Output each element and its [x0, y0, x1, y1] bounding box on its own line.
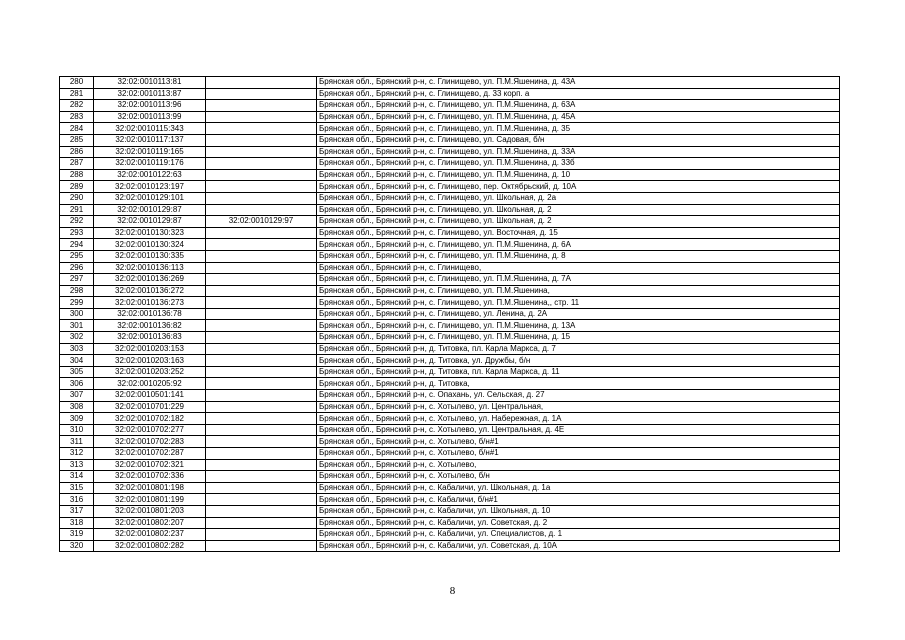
row-number-cell: 314: [60, 471, 94, 483]
cadastral-number-cell: 32:02:0010205:92: [94, 378, 206, 390]
table-row: [60, 424, 840, 436]
table-row: [60, 448, 840, 460]
address-cell: Брянская обл., Брянский р-н, с. Хотылево, б/н#1: [317, 448, 840, 460]
row-number-cell: 317: [60, 505, 94, 517]
related-cadastral-number-cell: [206, 297, 317, 309]
row-number-cell: 294: [60, 239, 94, 251]
related-cadastral-number-cell: [206, 529, 317, 541]
related-cadastral-number-cell: [206, 401, 317, 413]
related-cadastral-number-cell: [206, 181, 317, 193]
related-cadastral-number-cell: [206, 413, 317, 425]
table-row: [60, 471, 840, 483]
cadastral-number-cell: 32:02:0010129:101: [94, 192, 206, 204]
address-cell: Брянская обл., Брянский р-н, д. Титовка, пл. Карла Маркса, д. 7: [317, 343, 840, 355]
table-row: [60, 285, 840, 297]
row-number-cell: 280: [60, 77, 94, 89]
table-row: [60, 250, 840, 262]
table-row: [60, 308, 840, 320]
related-cadastral-number-cell: [206, 378, 317, 390]
address-cell: Брянская обл., Брянский р-н, с. Хотылево, ул. Набережная, д. 1А: [317, 413, 840, 425]
row-number-cell: 284: [60, 123, 94, 135]
table-row: [60, 390, 840, 402]
table-row: [60, 111, 840, 123]
address-cell: Брянская обл., Брянский р-н, с. Хотылево,: [317, 459, 840, 471]
table-row: [60, 169, 840, 181]
address-cell: Брянская обл., Брянский р-н, с. Глинищево, ул. Школьная, д. 2а: [317, 192, 840, 204]
address-cell: Брянская обл., Брянский р-н, с. Глинищево, ул. Школьная, д. 2: [317, 216, 840, 228]
row-number-cell: 310: [60, 424, 94, 436]
address-cell: Брянская обл., Брянский р-н, с. Глинищево, ул. Садовая, б/н: [317, 134, 840, 146]
cadastral-number-cell: 32:02:0010130:323: [94, 227, 206, 239]
related-cadastral-number-cell: [206, 239, 317, 251]
table-row: [60, 192, 840, 204]
address-cell: Брянская обл., Брянский р-н, с. Глинищево, ул. П.М.Яшенина, д. 43А: [317, 77, 840, 89]
cadastral-number-cell: 32:02:0010702:287: [94, 448, 206, 460]
table-row: [60, 227, 840, 239]
table-row: [60, 77, 840, 89]
table-row: [60, 494, 840, 506]
page-number: 8: [449, 585, 456, 597]
row-number-cell: 320: [60, 540, 94, 552]
row-number-cell: 313: [60, 459, 94, 471]
cadastral-number-cell: 32:02:0010203:163: [94, 355, 206, 367]
related-cadastral-number-cell: [206, 77, 317, 89]
address-cell: Брянская обл., Брянский р-н, с. Глинищево, ул. П.М.Яшенина, д. 8: [317, 250, 840, 262]
cadastral-number-cell: 32:02:0010802:237: [94, 529, 206, 541]
row-number-cell: 302: [60, 332, 94, 344]
address-cell: Брянская обл., Брянский р-н, д. Титовка, ул. Дружбы, б/н: [317, 355, 840, 367]
row-number-cell: 305: [60, 366, 94, 378]
table-row: [60, 378, 840, 390]
row-number-cell: 315: [60, 482, 94, 494]
related-cadastral-number-cell: [206, 424, 317, 436]
related-cadastral-number-cell: [206, 355, 317, 367]
related-cadastral-number-cell: [206, 390, 317, 402]
row-number-cell: 290: [60, 192, 94, 204]
related-cadastral-number-cell: [206, 494, 317, 506]
table-row: [60, 216, 840, 228]
address-cell: Брянская обл., Брянский р-н, с. Опахань, ул. Сельская, д. 27: [317, 390, 840, 402]
address-cell: Брянская обл., Брянский р-н, с. Глинищево, ул. П.М.Яшенина, д. 10: [317, 169, 840, 181]
cadastral-number-cell: 32:02:0010122:63: [94, 169, 206, 181]
address-cell: Брянская обл., Брянский р-н, с. Глинищево, ул. П.М.Яшенина, д. 15: [317, 332, 840, 344]
table-row: [60, 355, 840, 367]
address-cell: Брянская обл., Брянский р-н, с. Глинищево, ул. Школьная, д. 2: [317, 204, 840, 216]
row-number-cell: 287: [60, 158, 94, 170]
cadastral-number-cell: 32:02:0010113:99: [94, 111, 206, 123]
row-number-cell: 297: [60, 274, 94, 286]
related-cadastral-number-cell: [206, 366, 317, 378]
address-cell: Брянская обл., Брянский р-н, с. Кабаличи, ул. Советская, д. 10А: [317, 540, 840, 552]
cadastral-number-cell: 32:02:0010136:78: [94, 308, 206, 320]
table-row: [60, 274, 840, 286]
cadastral-number-cell: 32:02:0010801:198: [94, 482, 206, 494]
cadastral-number-cell: 32:02:0010702:321: [94, 459, 206, 471]
row-number-cell: 281: [60, 88, 94, 100]
row-number-cell: 312: [60, 448, 94, 460]
cadastral-number-cell: 32:02:0010119:165: [94, 146, 206, 158]
address-cell: Брянская обл., Брянский р-н, с. Кабаличи, ул. Советская, д. 2: [317, 517, 840, 529]
table-row: [60, 123, 840, 135]
address-cell: Брянская обл., Брянский р-н, с. Хотылево, б/н#1: [317, 436, 840, 448]
address-cell: Брянская обл., Брянский р-н, с. Хотылево, ул. Центральная,: [317, 401, 840, 413]
related-cadastral-number-cell: [206, 134, 317, 146]
row-number-cell: 316: [60, 494, 94, 506]
table-row: [60, 320, 840, 332]
row-number-cell: 285: [60, 134, 94, 146]
row-number-cell: 295: [60, 250, 94, 262]
row-number-cell: 307: [60, 390, 94, 402]
table-row: [60, 204, 840, 216]
related-cadastral-number-cell: [206, 482, 317, 494]
related-cadastral-number-cell: [206, 505, 317, 517]
related-cadastral-number-cell: [206, 471, 317, 483]
related-cadastral-number-cell: [206, 343, 317, 355]
property-register-table: [59, 76, 840, 552]
table-row: [60, 436, 840, 448]
related-cadastral-number-cell: [206, 123, 317, 135]
cadastral-number-cell: 32:02:0010802:282: [94, 540, 206, 552]
cadastral-number-cell: 32:02:0010136:113: [94, 262, 206, 274]
related-cadastral-number-cell: [206, 111, 317, 123]
related-cadastral-number-cell: [206, 320, 317, 332]
address-cell: Брянская обл., Брянский р-н, с. Глинищево, ул. П.М.Яшенина, д. 13А: [317, 320, 840, 332]
row-number-cell: 299: [60, 297, 94, 309]
address-cell: Брянская обл., Брянский р-н, с. Кабаличи, б/н#1: [317, 494, 840, 506]
related-cadastral-number-cell: [206, 436, 317, 448]
cadastral-number-cell: 32:02:0010136:269: [94, 274, 206, 286]
table-row: [60, 505, 840, 517]
address-cell: Брянская обл., Брянский р-н, с. Хотылево, б/н: [317, 471, 840, 483]
cadastral-number-cell: 32:02:0010136:83: [94, 332, 206, 344]
related-cadastral-number-cell: [206, 517, 317, 529]
table-row: [60, 239, 840, 251]
cadastral-number-cell: 32:02:0010802:207: [94, 517, 206, 529]
cadastral-number-cell: 32:02:0010203:153: [94, 343, 206, 355]
cadastral-number-cell: 32:02:0010702:283: [94, 436, 206, 448]
table-row: [60, 517, 840, 529]
cadastral-number-cell: 32:02:0010701:229: [94, 401, 206, 413]
table-row: [60, 158, 840, 170]
address-cell: Брянская обл., Брянский р-н, с. Глинищево, ул. Ленина, д. 2А: [317, 308, 840, 320]
related-cadastral-number-cell: [206, 285, 317, 297]
address-cell: Брянская обл., Брянский р-н, с. Глинищево, ул. Восточная, д. 15: [317, 227, 840, 239]
table-row: [60, 100, 840, 112]
cadastral-number-cell: 32:02:0010203:252: [94, 366, 206, 378]
address-cell: Брянская обл., Брянский р-н, с. Кабаличи, ул. Специалистов, д. 1: [317, 529, 840, 541]
related-cadastral-number-cell: [206, 192, 317, 204]
row-number-cell: 308: [60, 401, 94, 413]
row-number-cell: 319: [60, 529, 94, 541]
row-number-cell: 282: [60, 100, 94, 112]
cadastral-number-cell: 32:02:0010115:343: [94, 123, 206, 135]
cadastral-number-cell: 32:02:0010136:272: [94, 285, 206, 297]
row-number-cell: 283: [60, 111, 94, 123]
cadastral-number-cell: 32:02:0010136:273: [94, 297, 206, 309]
related-cadastral-number-cell: [206, 227, 317, 239]
row-number-cell: 311: [60, 436, 94, 448]
table-row: [60, 482, 840, 494]
address-cell: Брянская обл., Брянский р-н, с. Хотылево, ул. Центральная, д. 4Е: [317, 424, 840, 436]
table-row: [60, 413, 840, 425]
table-row: [60, 181, 840, 193]
address-cell: Брянская обл., Брянский р-н, с. Кабаличи, ул. Школьная, д. 10: [317, 505, 840, 517]
table-row: [60, 297, 840, 309]
address-cell: Брянская обл., Брянский р-н, с. Глинищево, ул. П.М.Яшенина, д. 63А: [317, 100, 840, 112]
cadastral-number-cell: 32:02:0010702:277: [94, 424, 206, 436]
address-cell: Брянская обл., Брянский р-н, д. Титовка, пл. Карла Маркса, д. 11: [317, 366, 840, 378]
related-cadastral-number-cell: [206, 88, 317, 100]
related-cadastral-number-cell: [206, 100, 317, 112]
row-number-cell: 301: [60, 320, 94, 332]
table-row: [60, 88, 840, 100]
cadastral-number-cell: 32:02:0010113:87: [94, 88, 206, 100]
cadastral-number-cell: 32:02:0010501:141: [94, 390, 206, 402]
address-cell: Брянская обл., Брянский р-н, с. Глинищево, ул. П.М.Яшенина,: [317, 285, 840, 297]
row-number-cell: 306: [60, 378, 94, 390]
row-number-cell: 292: [60, 216, 94, 228]
table-row: [60, 262, 840, 274]
row-number-cell: 288: [60, 169, 94, 181]
address-cell: Брянская обл., Брянский р-н, с. Глинищево, ул. П.М.Яшенина, д. 33А: [317, 146, 840, 158]
cadastral-number-cell: 32:02:0010113:96: [94, 100, 206, 112]
row-number-cell: 298: [60, 285, 94, 297]
cadastral-number-cell: 32:02:0010113:81: [94, 77, 206, 89]
table-row: [60, 401, 840, 413]
row-number-cell: 296: [60, 262, 94, 274]
cadastral-number-cell: 32:02:0010136:82: [94, 320, 206, 332]
table-row: [60, 540, 840, 552]
row-number-cell: 289: [60, 181, 94, 193]
row-number-cell: 318: [60, 517, 94, 529]
row-number-cell: 304: [60, 355, 94, 367]
cadastral-number-cell: 32:02:0010130:324: [94, 239, 206, 251]
related-cadastral-number-cell: [206, 308, 317, 320]
row-number-cell: 291: [60, 204, 94, 216]
related-cadastral-number-cell: [206, 158, 317, 170]
cadastral-number-cell: 32:02:0010702:336: [94, 471, 206, 483]
related-cadastral-number-cell: [206, 448, 317, 460]
address-cell: Брянская обл., Брянский р-н, с. Глинищево, ул. П.М.Яшенина, д. 35: [317, 123, 840, 135]
related-cadastral-number-cell: [206, 250, 317, 262]
address-cell: Брянская обл., Брянский р-н, с. Глинищево, ул. П.М.Яшенина, д. 33б: [317, 158, 840, 170]
cadastral-number-cell: 32:02:0010702:182: [94, 413, 206, 425]
address-cell: Брянская обл., Брянский р-н, с. Глинищево, д. 33 корп. а: [317, 88, 840, 100]
table-row: [60, 332, 840, 344]
cadastral-number-cell: 32:02:0010119:176: [94, 158, 206, 170]
related-cadastral-number-cell: [206, 274, 317, 286]
related-cadastral-number-cell: 32:02:0010129:97: [206, 216, 317, 228]
address-cell: Брянская обл., Брянский р-н, с. Глинищево,: [317, 262, 840, 274]
table-row: [60, 146, 840, 158]
row-number-cell: 293: [60, 227, 94, 239]
related-cadastral-number-cell: [206, 204, 317, 216]
row-number-cell: 300: [60, 308, 94, 320]
cadastral-number-cell: 32:02:0010123:197: [94, 181, 206, 193]
cadastral-number-cell: 32:02:0010130:335: [94, 250, 206, 262]
row-number-cell: 286: [60, 146, 94, 158]
table-row: [60, 343, 840, 355]
related-cadastral-number-cell: [206, 169, 317, 181]
cadastral-number-cell: 32:02:0010117:137: [94, 134, 206, 146]
related-cadastral-number-cell: [206, 262, 317, 274]
cadastral-number-cell: 32:02:0010129:87: [94, 216, 206, 228]
cadastral-number-cell: 32:02:0010801:199: [94, 494, 206, 506]
register-table-body: [60, 77, 840, 552]
address-cell: Брянская обл., Брянский р-н, д. Титовка,: [317, 378, 840, 390]
row-number-cell: 303: [60, 343, 94, 355]
cadastral-number-cell: 32:02:0010801:203: [94, 505, 206, 517]
table-row: [60, 459, 840, 471]
table-row: [60, 529, 840, 541]
related-cadastral-number-cell: [206, 459, 317, 471]
cadastral-number-cell: 32:02:0010129:87: [94, 204, 206, 216]
related-cadastral-number-cell: [206, 332, 317, 344]
table-row: [60, 134, 840, 146]
related-cadastral-number-cell: [206, 540, 317, 552]
address-cell: Брянская обл., Брянский р-н, с. Глинищево, пер. Октябрьский, д. 10А: [317, 181, 840, 193]
related-cadastral-number-cell: [206, 146, 317, 158]
address-cell: Брянская обл., Брянский р-н, с. Глинищево, ул. П.М.Яшенина,, стр. 11: [317, 297, 840, 309]
address-cell: Брянская обл., Брянский р-н, с. Кабаличи, ул. Школьная, д. 1а: [317, 482, 840, 494]
address-cell: Брянская обл., Брянский р-н, с. Глинищево, ул. П.М.Яшенина, д. 6А: [317, 239, 840, 251]
row-number-cell: 309: [60, 413, 94, 425]
table-row: [60, 366, 840, 378]
address-cell: Брянская обл., Брянский р-н, с. Глинищево, ул. П.М.Яшенина, д. 7А: [317, 274, 840, 286]
address-cell: Брянская обл., Брянский р-н, с. Глинищево, ул. П.М.Яшенина, д. 45А: [317, 111, 840, 123]
